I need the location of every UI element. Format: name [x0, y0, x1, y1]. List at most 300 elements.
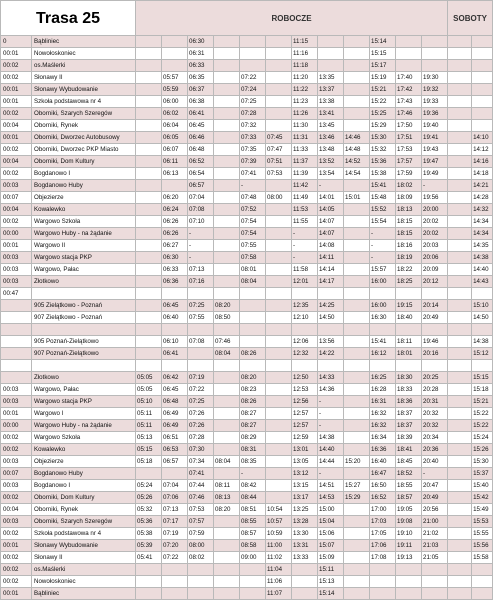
departure-time-cell: 21:00: [422, 516, 448, 528]
stop-name-cell: Słonawy II: [32, 72, 136, 84]
interval-cell: 00:03: [1, 456, 32, 468]
departure-time-cell: 19:36: [422, 108, 448, 120]
departure-time-cell: 10:57: [266, 516, 292, 528]
table-row: [1, 132, 493, 144]
departure-time-cell: 13:35: [318, 72, 344, 84]
departure-time-cell: 13:30: [292, 528, 318, 540]
departure-time-cell: 20:34: [422, 432, 448, 444]
departure-time-cell: [266, 204, 292, 216]
departure-time-cell: [344, 264, 370, 276]
departure-time-cell: [472, 120, 493, 132]
stop-name-cell: Kowalewko: [32, 444, 136, 456]
departure-time-cell: 07:44: [188, 480, 214, 492]
departure-time-cell: [240, 48, 266, 60]
stop-name-cell: Oborniki, Szarych Szeregów: [32, 108, 136, 120]
departure-time-cell: 20:14: [422, 300, 448, 312]
stop-name-cell: Wargowo, Pałac: [32, 384, 136, 396]
departure-time-cell: [240, 288, 266, 300]
departure-time-cell: [266, 456, 292, 468]
departure-time-cell: [422, 48, 448, 60]
table-row: [1, 564, 493, 576]
departure-time-cell: 13:52: [318, 156, 344, 168]
departure-time-cell: 08:00: [266, 192, 292, 204]
table-row: [1, 264, 493, 276]
departure-time-cell: [448, 456, 472, 468]
departure-time-cell: -: [318, 420, 344, 432]
departure-time-cell: [344, 180, 370, 192]
departure-time-cell: -: [318, 396, 344, 408]
departure-time-cell: [240, 36, 266, 48]
interval-cell: 00:03: [1, 252, 32, 264]
departure-time-cell: 17:50: [396, 120, 422, 132]
stop-name-cell: Objezierze: [32, 192, 136, 204]
departure-time-cell: -: [188, 228, 214, 240]
departure-time-cell: [136, 300, 162, 312]
departure-time-cell: 16:50: [370, 480, 396, 492]
departure-time-cell: [472, 60, 493, 72]
departure-time-cell: 05:57: [162, 72, 188, 84]
departure-time-cell: 05:05: [136, 372, 162, 384]
departure-time-cell: 06:30: [162, 252, 188, 264]
departure-time-cell: [162, 288, 188, 300]
interval-cell: 00:04: [1, 504, 32, 516]
departure-time-cell: [162, 588, 188, 600]
departure-time-cell: 14:40: [472, 264, 493, 276]
departure-time-cell: 14:18: [472, 168, 493, 180]
departure-time-cell: [266, 84, 292, 96]
departure-time-cell: 14:34: [472, 216, 493, 228]
table-row: [1, 48, 493, 60]
table-row: [1, 72, 493, 84]
departure-time-cell: 07:55: [188, 312, 214, 324]
departure-time-cell: [136, 252, 162, 264]
departure-time-cell: [344, 204, 370, 216]
departure-time-cell: [266, 468, 292, 480]
departure-time-cell: [266, 336, 292, 348]
departure-time-cell: [448, 96, 472, 108]
departure-time-cell: 11:20: [292, 72, 318, 84]
departure-time-cell: [472, 576, 493, 588]
departure-time-cell: 11:31: [292, 132, 318, 144]
departure-time-cell: 06:05: [162, 132, 188, 144]
stop-name-cell: [32, 288, 136, 300]
departure-time-cell: [370, 324, 396, 336]
departure-time-cell: [344, 60, 370, 72]
interval-cell: 00:03: [1, 396, 32, 408]
departure-time-cell: 08:11: [214, 480, 240, 492]
departure-time-cell: 11:00: [266, 540, 292, 552]
departure-time-cell: 17:57: [396, 156, 422, 168]
departure-time-cell: [214, 264, 240, 276]
departure-time-cell: [344, 300, 370, 312]
departure-time-cell: 20:36: [422, 444, 448, 456]
departure-time-cell: [292, 564, 318, 576]
departure-time-cell: 19:41: [422, 132, 448, 144]
departure-time-cell: [448, 288, 472, 300]
departure-time-cell: [136, 312, 162, 324]
departure-time-cell: [448, 420, 472, 432]
departure-time-cell: [344, 516, 370, 528]
header-row: [1, 1, 493, 36]
departure-time-cell: [448, 372, 472, 384]
departure-time-cell: 16:34: [370, 432, 396, 444]
departure-time-cell: 07:47: [266, 144, 292, 156]
departure-time-cell: 19:46: [422, 336, 448, 348]
departure-time-cell: 18:39: [396, 432, 422, 444]
departure-time-cell: [422, 564, 448, 576]
departure-time-cell: 06:26: [162, 228, 188, 240]
departure-time-cell: [214, 564, 240, 576]
departure-time-cell: [162, 360, 188, 372]
departure-time-cell: -: [292, 252, 318, 264]
departure-time-cell: 07:33: [240, 132, 266, 144]
departure-time-cell: 12:50: [292, 372, 318, 384]
departure-time-cell: 07:19: [162, 528, 188, 540]
departure-time-cell: 07:04: [162, 480, 188, 492]
departure-time-cell: 07:25: [188, 300, 214, 312]
departure-time-cell: [472, 48, 493, 60]
interval-cell: 00:03: [1, 480, 32, 492]
departure-time-cell: 08:51: [240, 504, 266, 516]
departure-time-cell: 19:30: [422, 72, 448, 84]
departure-time-cell: [136, 216, 162, 228]
departure-time-cell: 18:09: [396, 192, 422, 204]
stop-name-cell: Kowalewko: [32, 204, 136, 216]
departure-time-cell: [266, 288, 292, 300]
departure-time-cell: 07:53: [188, 504, 214, 516]
departure-time-cell: [448, 168, 472, 180]
interval-cell: 00:03: [1, 384, 32, 396]
departure-time-cell: [344, 72, 370, 84]
departure-time-cell: 13:46: [318, 132, 344, 144]
interval-cell: 00:03: [1, 264, 32, 276]
departure-time-cell: [448, 564, 472, 576]
departure-time-cell: 08:31: [240, 444, 266, 456]
departure-time-cell: [472, 288, 493, 300]
weekday-header: ROBOCZE: [136, 1, 448, 36]
departure-time-cell: [240, 576, 266, 588]
table-row: [1, 300, 493, 312]
departure-time-cell: 14:38: [318, 432, 344, 444]
departure-time-cell: 07:52: [240, 204, 266, 216]
departure-time-cell: 06:48: [162, 396, 188, 408]
departure-time-cell: 07:28: [240, 108, 266, 120]
interval-cell: 00:02: [1, 144, 32, 156]
departure-time-cell: 15:04: [318, 516, 344, 528]
departure-time-cell: 16:32: [370, 420, 396, 432]
departure-time-cell: 07:10: [188, 216, 214, 228]
departure-time-cell: [472, 108, 493, 120]
interval-cell: 00:07: [1, 192, 32, 204]
departure-time-cell: [344, 432, 370, 444]
departure-time-cell: 14:16: [472, 156, 493, 168]
departure-time-cell: 18:22: [396, 264, 422, 276]
interval-cell: [1, 336, 32, 348]
departure-time-cell: [266, 36, 292, 48]
departure-time-cell: [472, 564, 493, 576]
departure-time-cell: 15:18: [472, 384, 493, 396]
departure-time-cell: [214, 132, 240, 144]
departure-time-cell: [162, 180, 188, 192]
departure-time-cell: 10:54: [266, 504, 292, 516]
departure-time-cell: 17:08: [370, 552, 396, 564]
departure-time-cell: 16:52: [370, 492, 396, 504]
departure-time-cell: 19:15: [396, 300, 422, 312]
stop-name-cell: Bogdanowo I: [32, 480, 136, 492]
interval-cell: 00:02: [1, 564, 32, 576]
departure-time-cell: 15:52: [370, 204, 396, 216]
departure-time-cell: 17:59: [396, 168, 422, 180]
departure-time-cell: 06:38: [188, 96, 214, 108]
interval-cell: 00:02: [1, 72, 32, 84]
departure-time-cell: 06:41: [162, 348, 188, 360]
stop-name-cell: Wargowo Huby - na żądanie: [32, 228, 136, 240]
departure-time-cell: 15:10: [472, 300, 493, 312]
departure-time-cell: 20:02: [422, 216, 448, 228]
table-row: [1, 456, 493, 468]
departure-time-cell: [344, 228, 370, 240]
departure-time-cell: 07:48: [240, 192, 266, 204]
departure-time-cell: [448, 444, 472, 456]
departure-time-cell: 07:16: [188, 276, 214, 288]
departure-time-cell: 15:42: [472, 492, 493, 504]
departure-time-cell: [266, 252, 292, 264]
departure-time-cell: 07:54: [240, 216, 266, 228]
departure-time-cell: 14:51: [318, 480, 344, 492]
departure-time-cell: [136, 180, 162, 192]
stop-name-cell: Szkoła podstawowa nr 4: [32, 96, 136, 108]
departure-time-cell: 13:15: [292, 480, 318, 492]
departure-time-cell: 16:36: [370, 444, 396, 456]
departure-time-cell: [214, 156, 240, 168]
departure-time-cell: [266, 264, 292, 276]
departure-time-cell: 14:48: [344, 144, 370, 156]
departure-time-cell: [344, 468, 370, 480]
departure-time-cell: 07:54: [240, 228, 266, 240]
departure-time-cell: [448, 36, 472, 48]
departure-time-cell: 15:25: [370, 108, 396, 120]
stop-name-cell: Złotkowo: [32, 276, 136, 288]
departure-time-cell: [162, 60, 188, 72]
departure-time-cell: [266, 108, 292, 120]
departure-time-cell: [266, 348, 292, 360]
departure-time-cell: 17:06: [370, 540, 396, 552]
departure-time-cell: 14:38: [472, 252, 493, 264]
departure-time-cell: 05:10: [136, 396, 162, 408]
departure-time-cell: [344, 252, 370, 264]
departure-time-cell: [318, 60, 344, 72]
stop-name-cell: Oborniki, Dom Kultury: [32, 156, 136, 168]
stop-name-cell: Bogdanowo Huby: [32, 180, 136, 192]
stop-name-cell: Objezierze: [32, 456, 136, 468]
departure-time-cell: 14:50: [472, 312, 493, 324]
departure-time-cell: [370, 588, 396, 600]
departure-time-cell: [448, 60, 472, 72]
stop-name-cell: Bąbliniec: [32, 36, 136, 48]
departure-time-cell: 13:37: [318, 84, 344, 96]
departure-time-cell: 16:32: [370, 408, 396, 420]
stop-name-cell: os.Maślerki: [32, 60, 136, 72]
table-row: [1, 576, 493, 588]
interval-cell: 00:01: [1, 588, 32, 600]
stop-name-cell: Oborniki, Dworzec PKP Miasto: [32, 144, 136, 156]
departure-time-cell: 20:32: [422, 420, 448, 432]
departure-time-cell: [344, 552, 370, 564]
departure-time-cell: [396, 576, 422, 588]
table-row: [1, 156, 493, 168]
departure-time-cell: [188, 360, 214, 372]
departure-time-cell: [214, 384, 240, 396]
departure-time-cell: [136, 360, 162, 372]
departure-time-cell: [136, 168, 162, 180]
departure-time-cell: 16:40: [370, 456, 396, 468]
departure-time-cell: 11:06: [266, 576, 292, 588]
departure-time-cell: 13:33: [292, 552, 318, 564]
departure-time-cell: [266, 444, 292, 456]
departure-time-cell: [240, 312, 266, 324]
departure-time-cell: 19:05: [396, 504, 422, 516]
departure-time-cell: [448, 480, 472, 492]
departure-time-cell: [472, 324, 493, 336]
departure-time-cell: [266, 48, 292, 60]
departure-time-cell: 14:21: [472, 180, 493, 192]
departure-time-cell: 18:40: [396, 312, 422, 324]
departure-time-cell: 20:06: [422, 252, 448, 264]
departure-time-cell: [344, 108, 370, 120]
departure-time-cell: 17:05: [370, 528, 396, 540]
departure-time-cell: 14:53: [318, 492, 344, 504]
interval-cell: 00:02: [1, 576, 32, 588]
departure-time-cell: 11:22: [292, 84, 318, 96]
departure-time-cell: 13:28: [292, 516, 318, 528]
departure-time-cell: [162, 36, 188, 48]
departure-time-cell: 05:18: [136, 456, 162, 468]
departure-time-cell: -: [318, 468, 344, 480]
departure-time-cell: 06:33: [162, 264, 188, 276]
table-row: [1, 492, 493, 504]
departure-time-cell: [472, 36, 493, 48]
departure-time-cell: 11:02: [266, 552, 292, 564]
departure-time-cell: [266, 372, 292, 384]
departure-time-cell: 06:46: [188, 132, 214, 144]
departure-time-cell: 11:49: [292, 192, 318, 204]
stop-name-cell: Słonawy II: [32, 552, 136, 564]
departure-time-cell: -: [292, 228, 318, 240]
departure-time-cell: 05:38: [136, 528, 162, 540]
departure-time-cell: 08:44: [240, 492, 266, 504]
departure-time-cell: 15:41: [370, 336, 396, 348]
departure-time-cell: 14:34: [472, 228, 493, 240]
departure-time-cell: 08:29: [240, 432, 266, 444]
departure-time-cell: 11:37: [292, 156, 318, 168]
departure-time-cell: 16:28: [370, 384, 396, 396]
departure-time-cell: [240, 564, 266, 576]
departure-time-cell: 15:26: [472, 444, 493, 456]
departure-time-cell: [448, 516, 472, 528]
departure-time-cell: 06:30: [188, 36, 214, 48]
departure-time-cell: 13:17: [292, 492, 318, 504]
departure-time-cell: 07:39: [240, 156, 266, 168]
departure-time-cell: 13:41: [318, 108, 344, 120]
stop-name-cell: Wargowo stacja PKP: [32, 252, 136, 264]
interval-cell: 0: [1, 36, 32, 48]
departure-time-cell: 18:36: [396, 396, 422, 408]
departure-time-cell: [136, 588, 162, 600]
stop-name-cell: Słonawy Wybudowanie: [32, 540, 136, 552]
departure-time-cell: [214, 468, 240, 480]
table-row: [1, 588, 493, 600]
departure-time-cell: 11:58: [292, 264, 318, 276]
departure-time-cell: [136, 60, 162, 72]
departure-time-cell: 12:06: [292, 336, 318, 348]
departure-time-cell: [344, 312, 370, 324]
departure-time-cell: [136, 36, 162, 48]
departure-time-cell: [344, 588, 370, 600]
departure-time-cell: [396, 48, 422, 60]
departure-time-cell: [214, 204, 240, 216]
departure-time-cell: [344, 408, 370, 420]
departure-time-cell: [344, 84, 370, 96]
departure-time-cell: [448, 228, 472, 240]
interval-cell: 00:02: [1, 108, 32, 120]
interval-cell: 00:02: [1, 168, 32, 180]
departure-time-cell: 15:14: [370, 36, 396, 48]
departure-time-cell: 13:48: [318, 144, 344, 156]
departure-time-cell: 18:41: [396, 444, 422, 456]
departure-time-cell: 06:53: [162, 444, 188, 456]
departure-time-cell: [472, 84, 493, 96]
departure-time-cell: 15:01: [344, 192, 370, 204]
stop-name-cell: os.Maślerki: [32, 564, 136, 576]
table-row: [1, 204, 493, 216]
departure-time-cell: [448, 324, 472, 336]
departure-time-cell: 21:05: [422, 552, 448, 564]
departure-time-cell: 07:30: [188, 444, 214, 456]
departure-time-cell: 08:27: [240, 420, 266, 432]
departure-time-cell: -: [318, 408, 344, 420]
departure-time-cell: 07:32: [240, 120, 266, 132]
interval-cell: 00:03: [1, 180, 32, 192]
departure-time-cell: [136, 324, 162, 336]
departure-time-cell: -: [318, 180, 344, 192]
departure-time-cell: 06:36: [162, 276, 188, 288]
departure-time-cell: [344, 504, 370, 516]
stop-name-cell: Słonawy Wybudowanie: [32, 84, 136, 96]
departure-time-cell: -: [188, 240, 214, 252]
stop-name-cell: Oborniki, Rynek: [32, 120, 136, 132]
departure-time-cell: [136, 144, 162, 156]
departure-time-cell: 16:00: [370, 276, 396, 288]
route-title: Trasa 25: [1, 1, 136, 36]
departure-time-cell: 07:06: [162, 492, 188, 504]
departure-time-cell: [448, 468, 472, 480]
departure-time-cell: 15:24: [472, 432, 493, 444]
departure-time-cell: 15:15: [472, 372, 493, 384]
departure-time-cell: 18:37: [396, 420, 422, 432]
stop-name-cell: Złotkowo: [32, 372, 136, 384]
departure-time-cell: 07:41: [188, 468, 214, 480]
departure-time-cell: 16:25: [370, 372, 396, 384]
departure-time-cell: 20:16: [422, 348, 448, 360]
table-row: [1, 408, 493, 420]
departure-time-cell: [448, 204, 472, 216]
interval-cell: 00:04: [1, 120, 32, 132]
departure-time-cell: 20:12: [422, 276, 448, 288]
departure-time-cell: [266, 408, 292, 420]
departure-time-cell: 07:19: [188, 372, 214, 384]
departure-time-cell: [214, 144, 240, 156]
departure-time-cell: [448, 252, 472, 264]
